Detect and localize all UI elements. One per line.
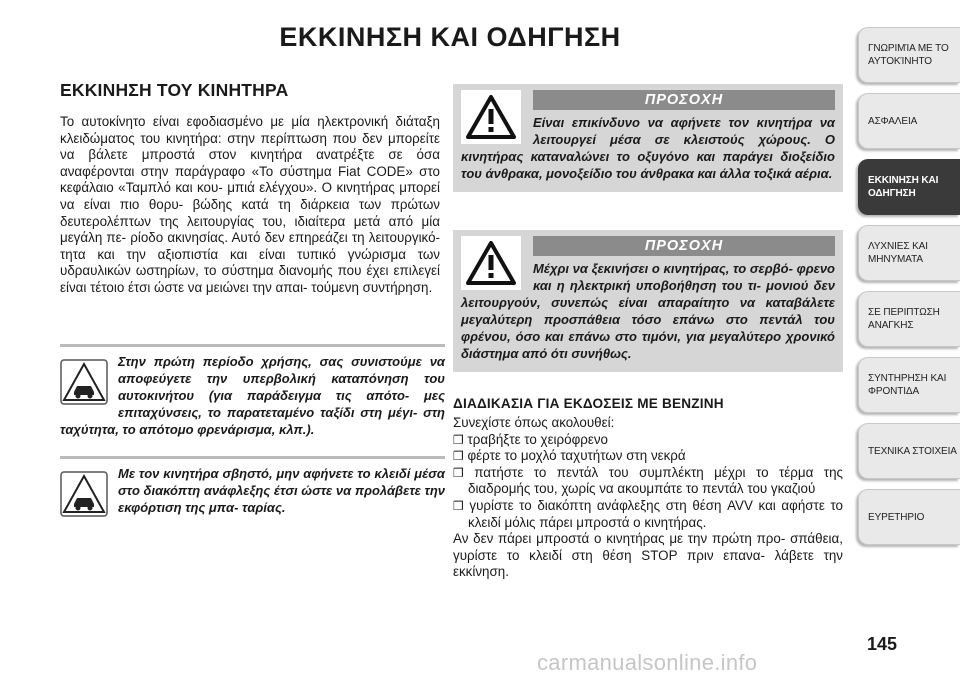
- intro-paragraph: Το αυτοκίνητο είναι εφοδιασμένο με μία ηλεκτρονική διάταξη κλειδώματος του κινητήρα: στην περίπτωση που δεν μπορείτε να βάλετε μπροστά στον κινητήρα ανατρέξτε σε όσα αναφέρονται στην παράγραφο «Το σύστημα Fiat CODE» στο κεφάλαιο «Ταμπλό και κου- μπιά ελέγχου». Ο κινητήρας μπορεί να είναι πιο θορυ- βώδης κατά τη διάρκεια των πρώτων δευτερολέπτων της λειτουργίας του, ιδιαίτερα μετά από μία μεγάλη πε- ρίοδο ακινησίας. Αυτό δεν επηρεάζει τη λειτουργικό- τητα και την αξιοπιστία και είναι τυπικό γνώρισμα των υδραυλικών ωστηρίων, το σύστημα διανομής που έχει επιλεγεί είναι τέτοιο έτσι ώστε να μειώνει την απαι- τούμενη συντήρηση.: [60, 114, 440, 295]
- procedure-body: [453, 415, 843, 581]
- warning-triangle-icon: [461, 90, 521, 144]
- tab-warning-lights[interactable]: ΛΥΧΝΙΕΣ ΚΑΙ ΜΗΝΥΜΑΤΑ: [858, 225, 960, 281]
- warning-label: ΠΡΟΣΟΧΗ: [533, 236, 835, 256]
- warning-text: Μέχρι να ξεκινήσει ο κινητήρας, το σερβό- φρενο και η ηλεκτρική υποβοήθηση του τι- μονιού δεν λειτουργούν, συνεπώς είναι απαραίτητο να καταβάλετε μεγαλύτερη προσπάθεια τόσο επάνω στο πεντάλ του φρένου, όσο και επάνω στο τιμόνι, για μεγαλύτερο χρονικό διάστημα από ότι συνήθως.: [461, 261, 835, 361]
- chapter-tabs: [858, 27, 960, 555]
- procedure-step: ❒ πατήστε το πεντάλ του συμπλέκτη μέχρι το τέρμα της διαδρομής του, χωρίς να ακουμπάτε το πεντάλ του γκαζιού: [453, 464, 843, 497]
- watermark: carmanualsonline.info: [537, 650, 758, 675]
- warning-triangle-icon: [461, 236, 521, 290]
- tab-starting-driving[interactable]: ΕΚΚΙΝΗΣΗ ΚΑΙ ΟΔΗΓΗΣΗ: [858, 159, 960, 215]
- tab-technical-data[interactable]: ΤΕΧΝΙΚΑ ΣΤΟΙΧΕΙΑ: [858, 423, 960, 479]
- tab-maintenance[interactable]: ΣΥΝΤΗΡΗΣΗ ΚΑΙ ΦΡΟΝΤΙΔΑ: [858, 357, 960, 413]
- procedure-step: ❒ τραβήξτε το χειρόφρενο: [453, 431, 608, 447]
- note-text: Με τον κινητήρα σβηστό, μην αφήνετε το κλειδί μέσα στο διακόπτη ανάφλεξης έτσι ώστε να προλάβετε την εκφόρτιση της μπα- ταρίας.: [118, 466, 445, 515]
- note-battery: [60, 456, 445, 517]
- warning-text: Είναι επικίνδυνο να αφήνετε τον κινητήρα να λειτουργεί μέσα σε κλειστούς χώρους. Ο κινητήρας καταναλώνει το οξυγόνο και παράγει διοξείδιο του άνθρακα, μονοξείδιο του άνθρακα και άλλα τοξικά αέρια.: [461, 115, 835, 181]
- checkbox-bullet-icon: ❒: [453, 465, 464, 480]
- tab-safety[interactable]: ΑΣΦΑΛΕΙΑ: [858, 93, 960, 149]
- procedure-step: ❒ φέρτε το μοχλό ταχυτήτων στη νεκρά: [453, 448, 686, 464]
- tab-getting-to-know[interactable]: ΓΝΩΡΙΜΊΑ ΜΕ ΤΟ ΑΥΤΟΚΊΝΗΤΟ: [858, 27, 960, 83]
- checkbox-bullet-icon: ❒: [453, 432, 464, 447]
- note-running-in: [60, 344, 445, 438]
- tab-index[interactable]: ΕΥΡΕΤΗΡΙΟ: [858, 489, 960, 545]
- note-divider: [60, 344, 445, 353]
- procedure-closing: Αν δεν πάρει μπροστά ο κινητήρας με την πρώτη προ- σπάθεια, γυρίστε το κλειδί στη θέση STOP πριν επανα- λάβετε την εκκίνηση.: [453, 531, 843, 580]
- section-title: ΕΚΚΙΝΗΣΗ ΤΟΥ ΚΙΝΗΤΗΡΑ: [60, 80, 289, 100]
- warning-label: ΠΡΟΣΟΧΗ: [533, 90, 835, 110]
- warning-box-closed-spaces: [453, 84, 843, 192]
- tab-emergency[interactable]: ΣΕ ΠΕΡΙΠΤΩΣΗ ΑΝΑΓΚΗΣ: [858, 291, 960, 347]
- car-road-sign-icon: [60, 359, 108, 405]
- car-road-sign-icon: [60, 471, 108, 517]
- checkbox-bullet-icon: ❒: [453, 449, 464, 464]
- note-text: Στην πρώτη περίοδο χρήσης, σας συνιστούμε να αποφεύγετε την υπερβολική καταπόνηση του αυτοκινήτου (για παράδειγμα τις απότο- μες επιταχύνσεις, το παρατεταμένο ταξίδι στη μέγι- στη ταχύτητα, το απότομο φρενάρισμα, κλπ.).: [60, 354, 445, 437]
- procedure-lead: Συνεχίστε όπως ακολουθεί:: [453, 415, 615, 430]
- procedure-step: ❒ γυρίστε το διακόπτη ανάφλεξης στη θέση AVV και αφήστε το κλειδί μόλις πάρει μπροστά ο κινητήρας.: [453, 497, 843, 530]
- procedure-title: ΔΙΑΔΙΚΑΣΙΑ ΓΙΑ ΕΚΔΟΣΕΙΣ ΜΕ ΒΕΝΖΙΝΗ: [453, 396, 724, 411]
- checkbox-bullet-icon: ❒: [453, 498, 464, 513]
- page-title: ΕΚΚΙΝΗΣΗ ΚΑΙ ΟΔΗΓΗΣΗ: [279, 22, 621, 52]
- note-divider: [60, 456, 445, 465]
- page-number: 145: [867, 634, 898, 654]
- warning-box-servo: [453, 230, 843, 372]
